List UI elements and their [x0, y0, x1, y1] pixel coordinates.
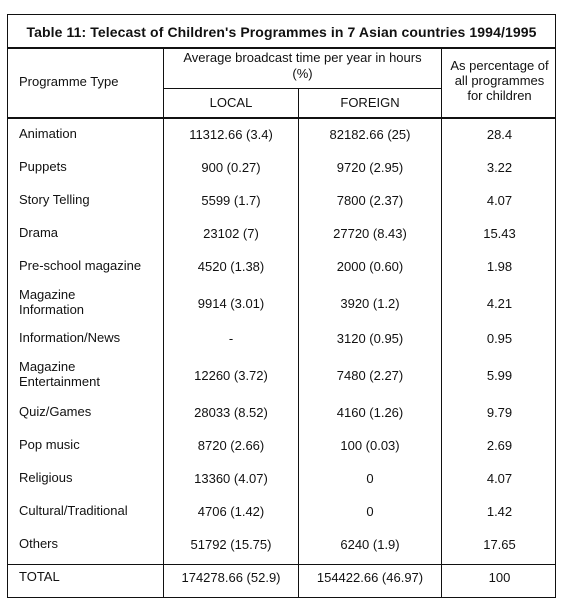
row-label: Information [19, 302, 85, 317]
cell-percentage: 15.43 [483, 226, 516, 241]
row-label: Puppets [19, 159, 67, 174]
rule-below-title [8, 47, 555, 49]
cell-local: 11312.66 (3.4) [189, 127, 273, 142]
cell-local: 9914 (3.01) [197, 296, 265, 311]
row-label: Information/News [19, 330, 121, 345]
cell-local: 13360 (4.07) [194, 471, 268, 486]
cell-percentage: 5.99 [486, 368, 513, 383]
rule-below-header [8, 117, 555, 119]
header-avg-time: Average broadcast time per year in hours [183, 50, 422, 65]
row-label: Pop music [19, 437, 80, 452]
cell-foreign: 2000 (0.60) [336, 259, 404, 274]
cell-percentage: 17.65 [483, 537, 516, 552]
header-pct-1: As percentage of [450, 58, 549, 73]
cell-local: 4706 (1.42) [197, 504, 265, 519]
cell-foreign: 9720 (2.95) [336, 160, 404, 175]
cell-foreign: 3120 (0.95) [336, 331, 404, 346]
row-label: Magazine [19, 359, 76, 374]
row-label: Story Telling [19, 192, 90, 207]
cell-foreign: 4160 (1.26) [336, 405, 404, 420]
data-table [7, 14, 556, 598]
cell-percentage: 100 [488, 570, 511, 585]
cell-percentage: 4.07 [486, 471, 513, 486]
row-label: Religious [19, 470, 73, 485]
row-label: Animation [19, 126, 77, 141]
header-avg-time-unit: (%) [292, 66, 313, 81]
table-title: Table 11: Telecast of Children's Programmes in 7 Asian countries 1994/1995 [26, 23, 537, 40]
cell-foreign: 0 [366, 471, 374, 486]
cell-local: 12260 (3.72) [194, 368, 268, 383]
rule-below-subheader [163, 88, 441, 89]
cell-local: 23102 (7) [203, 226, 259, 241]
cell-local: 174278.66 (52.9) [181, 570, 281, 585]
rule-above-total [8, 564, 555, 565]
cell-foreign: 7800 (2.37) [336, 193, 404, 208]
cell-percentage: 3.22 [486, 160, 513, 175]
cell-foreign: 6240 (1.9) [340, 537, 400, 552]
cell-foreign: 0 [366, 504, 374, 519]
cell-foreign: 100 (0.03) [340, 438, 400, 453]
header-pct-3: for children [467, 88, 532, 103]
row-label: Entertainment [19, 374, 100, 389]
cell-local: 4520 (1.38) [197, 259, 265, 274]
cell-local: 5599 (1.7) [201, 193, 261, 208]
cell-percentage: 4.21 [486, 296, 513, 311]
cell-percentage: 4.07 [486, 193, 513, 208]
cell-local: 28033 (8.52) [194, 405, 268, 420]
cell-percentage: 28.4 [486, 127, 513, 142]
header-local: LOCAL [209, 95, 253, 110]
cell-foreign: 3920 (1.2) [340, 296, 400, 311]
row-label: Drama [19, 225, 59, 240]
cell-local: - [228, 331, 234, 346]
cell-local: 900 (0.27) [201, 160, 261, 175]
cell-percentage: 1.42 [486, 504, 513, 519]
cell-percentage: 0.95 [486, 331, 513, 346]
cell-percentage: 9.79 [486, 405, 513, 420]
row-label: Magazine [19, 287, 76, 302]
row-label: Quiz/Games [19, 404, 92, 419]
header-programme-type: Programme Type [19, 74, 119, 89]
cell-foreign: 7480 (2.27) [336, 368, 404, 383]
header-pct-2: all programmes [454, 73, 545, 88]
row-label: Pre-school magazine [19, 258, 142, 273]
row-label: Others [19, 536, 59, 551]
cell-foreign: 82182.66 (25) [329, 127, 411, 142]
header-foreign: FOREIGN [340, 95, 400, 110]
row-label: Cultural/Traditional [19, 503, 128, 518]
cell-local: 8720 (2.66) [197, 438, 265, 453]
cell-percentage: 2.69 [486, 438, 513, 453]
cell-percentage: 1.98 [486, 259, 513, 274]
cell-local: 51792 (15.75) [190, 537, 272, 552]
cell-foreign: 154422.66 (46.97) [316, 570, 424, 585]
cell-foreign: 27720 (8.43) [333, 226, 407, 241]
row-label: TOTAL [19, 569, 60, 584]
